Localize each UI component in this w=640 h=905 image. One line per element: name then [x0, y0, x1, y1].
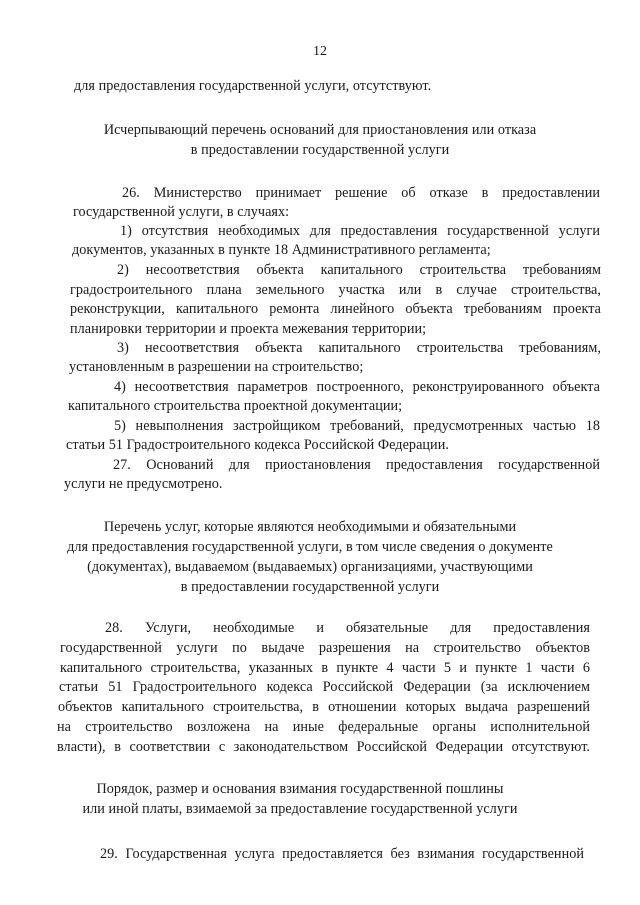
- paragraph-line: 3) несоответствия объекта капитального строительства требованиям,: [117, 340, 601, 356]
- section-heading-line: для предоставления государственной услуги, в том числе сведения о документе: [67, 539, 553, 555]
- paragraph-line: услуги не предусмотрено.: [64, 476, 223, 492]
- section-heading-line: Исчерпывающий перечень оснований для приостановления или отказа: [103, 122, 537, 138]
- paragraph-line: статьи 51 Градостроительного кодекса Российской Федерации (за исключением: [59, 679, 590, 695]
- paragraph-line: градостроительного плана земельного участка или в случае строительства,: [70, 282, 601, 298]
- paragraph-line: 5) невыполнения застройщиком требований, предусмотренных частью 18: [114, 418, 600, 434]
- paragraph-line: документов, указанных в пункте 18 Административного регламента;: [72, 242, 491, 258]
- text-line: для предоставления государственной услуги, отсутствуют.: [74, 78, 432, 94]
- paragraph-line: планировки территории и проекта межевания территории;: [70, 321, 427, 337]
- paragraph-line: 4) несоответствия параметров построенного, реконструированного объекта: [114, 379, 600, 395]
- section-heading-line: в предоставлении государственной услуги: [180, 579, 440, 595]
- paragraph-line: власти), в соответствии с законодательством Российской Федерации отсутствуют.: [57, 739, 590, 755]
- paragraph-line: 29. Государственная услуга предоставляется без взимания государственной: [100, 846, 584, 862]
- section-heading-line: Перечень услуг, которые являются необходимыми и обязательными: [103, 519, 517, 535]
- section-heading-line: Порядок, размер и основания взимания государственной пошлины: [96, 781, 504, 797]
- section-heading-line: в предоставлении государственной услуги: [190, 142, 450, 158]
- paragraph-line: капитального строительства, указанных в пункте 4 части 5 и пункте 1 части 6: [60, 660, 590, 676]
- paragraph-line: объектов капитального строительства, в отношении которых выдача разрешений: [58, 699, 590, 715]
- paragraph-line: 28. Услуги, необходимые и обязательные для предоставления: [105, 620, 590, 636]
- paragraph-line: 27. Оснований для приостановления предоставления государственной: [113, 457, 600, 473]
- paragraph-line: государственной услуги, в случаях:: [73, 204, 290, 220]
- section-heading-line: (документах), выдаваемом (выдаваемых) организациями, участвующими: [87, 559, 533, 575]
- paragraph-line: 2) несоответствия объекта капитального строительства требованиям: [117, 262, 601, 278]
- paragraph-line: государственной услуги по выдаче разрешения на строительство объектов: [60, 640, 590, 656]
- paragraph-line: статьи 51 Градостроительного кодекса Российской Федерации.: [66, 437, 449, 453]
- paragraph-line: на строительство возложена на иные федеральные органы исполнительной: [57, 719, 590, 735]
- paragraph-line: реконструкции, капитального ремонта линейного объекта требованиям проекта: [70, 301, 601, 317]
- page-number: 12: [313, 44, 327, 59]
- paragraph-line: 1) отсутствия необходимых для предоставления государственной услуги: [120, 223, 600, 239]
- paragraph-line: установленным в разрешении на строительство;: [69, 359, 364, 375]
- section-heading-line: или иной платы, взимаемой за предоставление государственной услуги: [82, 801, 518, 817]
- paragraph-line: капитального строительства проектной документации;: [68, 398, 403, 414]
- paragraph-line: 26. Министерство принимает решение об отказе в предоставлении: [122, 185, 600, 201]
